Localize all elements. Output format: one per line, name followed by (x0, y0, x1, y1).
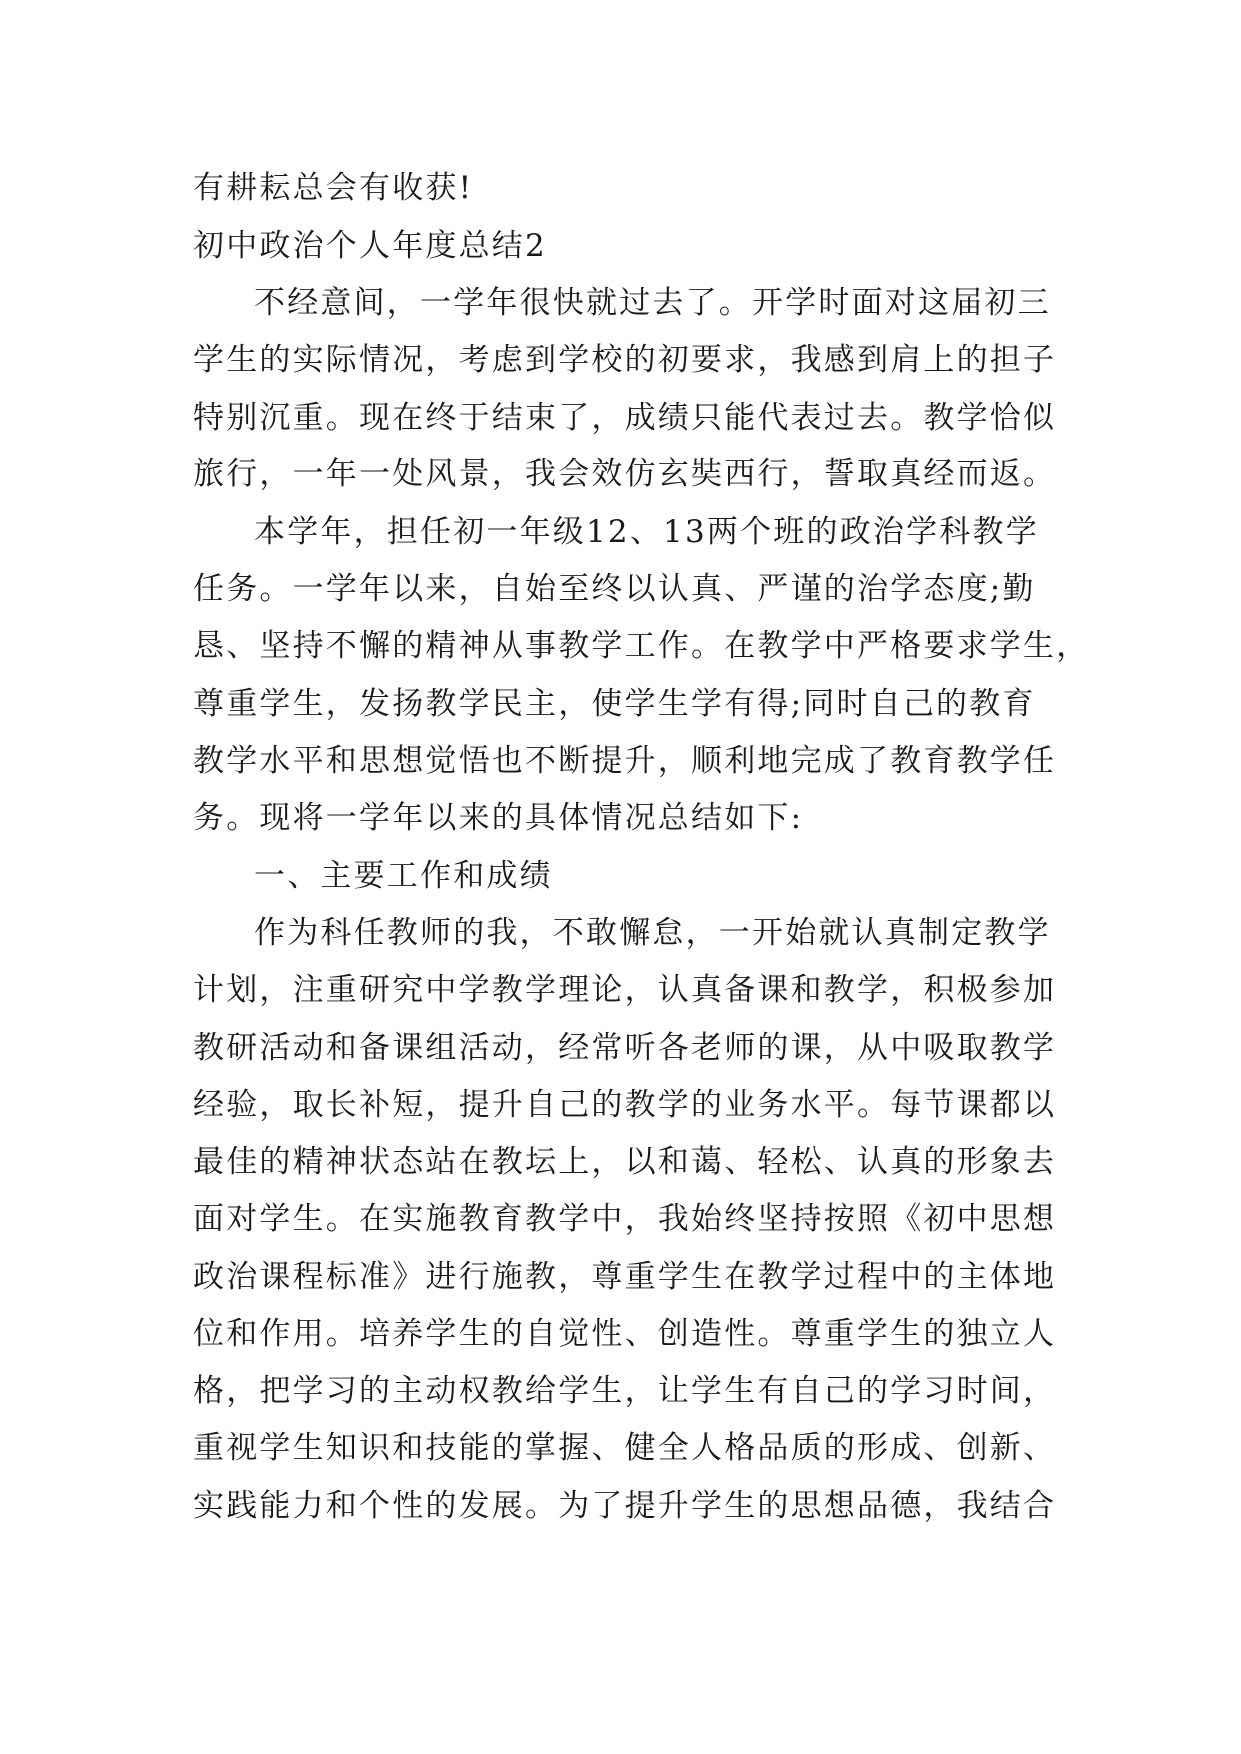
section-title: 初中政治个人年度总结2 (193, 228, 547, 264)
text-line: 格，把学习的主动权教给学生，让学生有自己的学习时间， (193, 1373, 1057, 1409)
text-line: 经验，取长补短，提升自己的教学的业务水平。每节课都以 (193, 1087, 1057, 1123)
text-line: 尊重学生，发扬教学民主，使学生学有得;同时自己的教育 (193, 686, 1036, 722)
text-line: 本学年，担任初一年级12、13两个班的政治学科教学 (254, 514, 1039, 550)
text-line: 教学水平和思想觉悟也不断提升，顺利地完成了教育教学任 (193, 743, 1057, 779)
text-line: 恳、坚持不懈的精神从事教学工作。在教学中严格要求学生， (193, 628, 1090, 664)
text-line: 作为科任教师的我，不敢懈怠，一开始就认真制定教学 (254, 915, 1051, 951)
text-line: 有耕耘总会有收获! (193, 170, 474, 206)
text-line: 面对学生。在实施教育教学中，我始终坚持按照《初中思想 (193, 1201, 1057, 1237)
text-line: 计划，注重研究中学教学理论，认真备课和教学，积极参加 (193, 972, 1057, 1008)
text-line: 位和作用。培养学生的自觉性、创造性。尊重学生的独立人 (193, 1316, 1057, 1352)
text-line: 实践能力和个性的发展。为了提升学生的思想品德，我结合 (193, 1488, 1057, 1524)
text-line: 最佳的精神状态站在教坛上，以和蔼、轻松、认真的形象去 (193, 1144, 1057, 1180)
text-line: 务。现将一学年以来的具体情况总结如下: (193, 800, 804, 836)
text-line: 特别沉重。现在终于结束了，成绩只能代表过去。教学恰似 (193, 400, 1057, 436)
text-line: 重视学生知识和技能的掌握、健全人格品质的形成、创新、 (193, 1430, 1057, 1466)
text-line: 教研活动和备课组活动，经常听各老师的课，从中吸取教学 (193, 1030, 1057, 1066)
subheading: 一、主要工作和成绩 (254, 858, 553, 894)
text-line: 任务。一学年以来，自始至终以认真、严谨的治学态度;勤 (193, 571, 1036, 607)
text-line: 不经意间，一学年很快就过去了。开学时面对这届初三 (254, 285, 1051, 321)
text-line: 政治课程标准》进行施教，尊重学生在教学过程中的主体地 (193, 1259, 1057, 1295)
text-line: 学生的实际情况，考虑到学校的初要求，我感到肩上的担子 (193, 342, 1057, 378)
text-line: 旅行，一年一处风景，我会效仿玄奘西行，誓取真经而返。 (193, 456, 1057, 492)
